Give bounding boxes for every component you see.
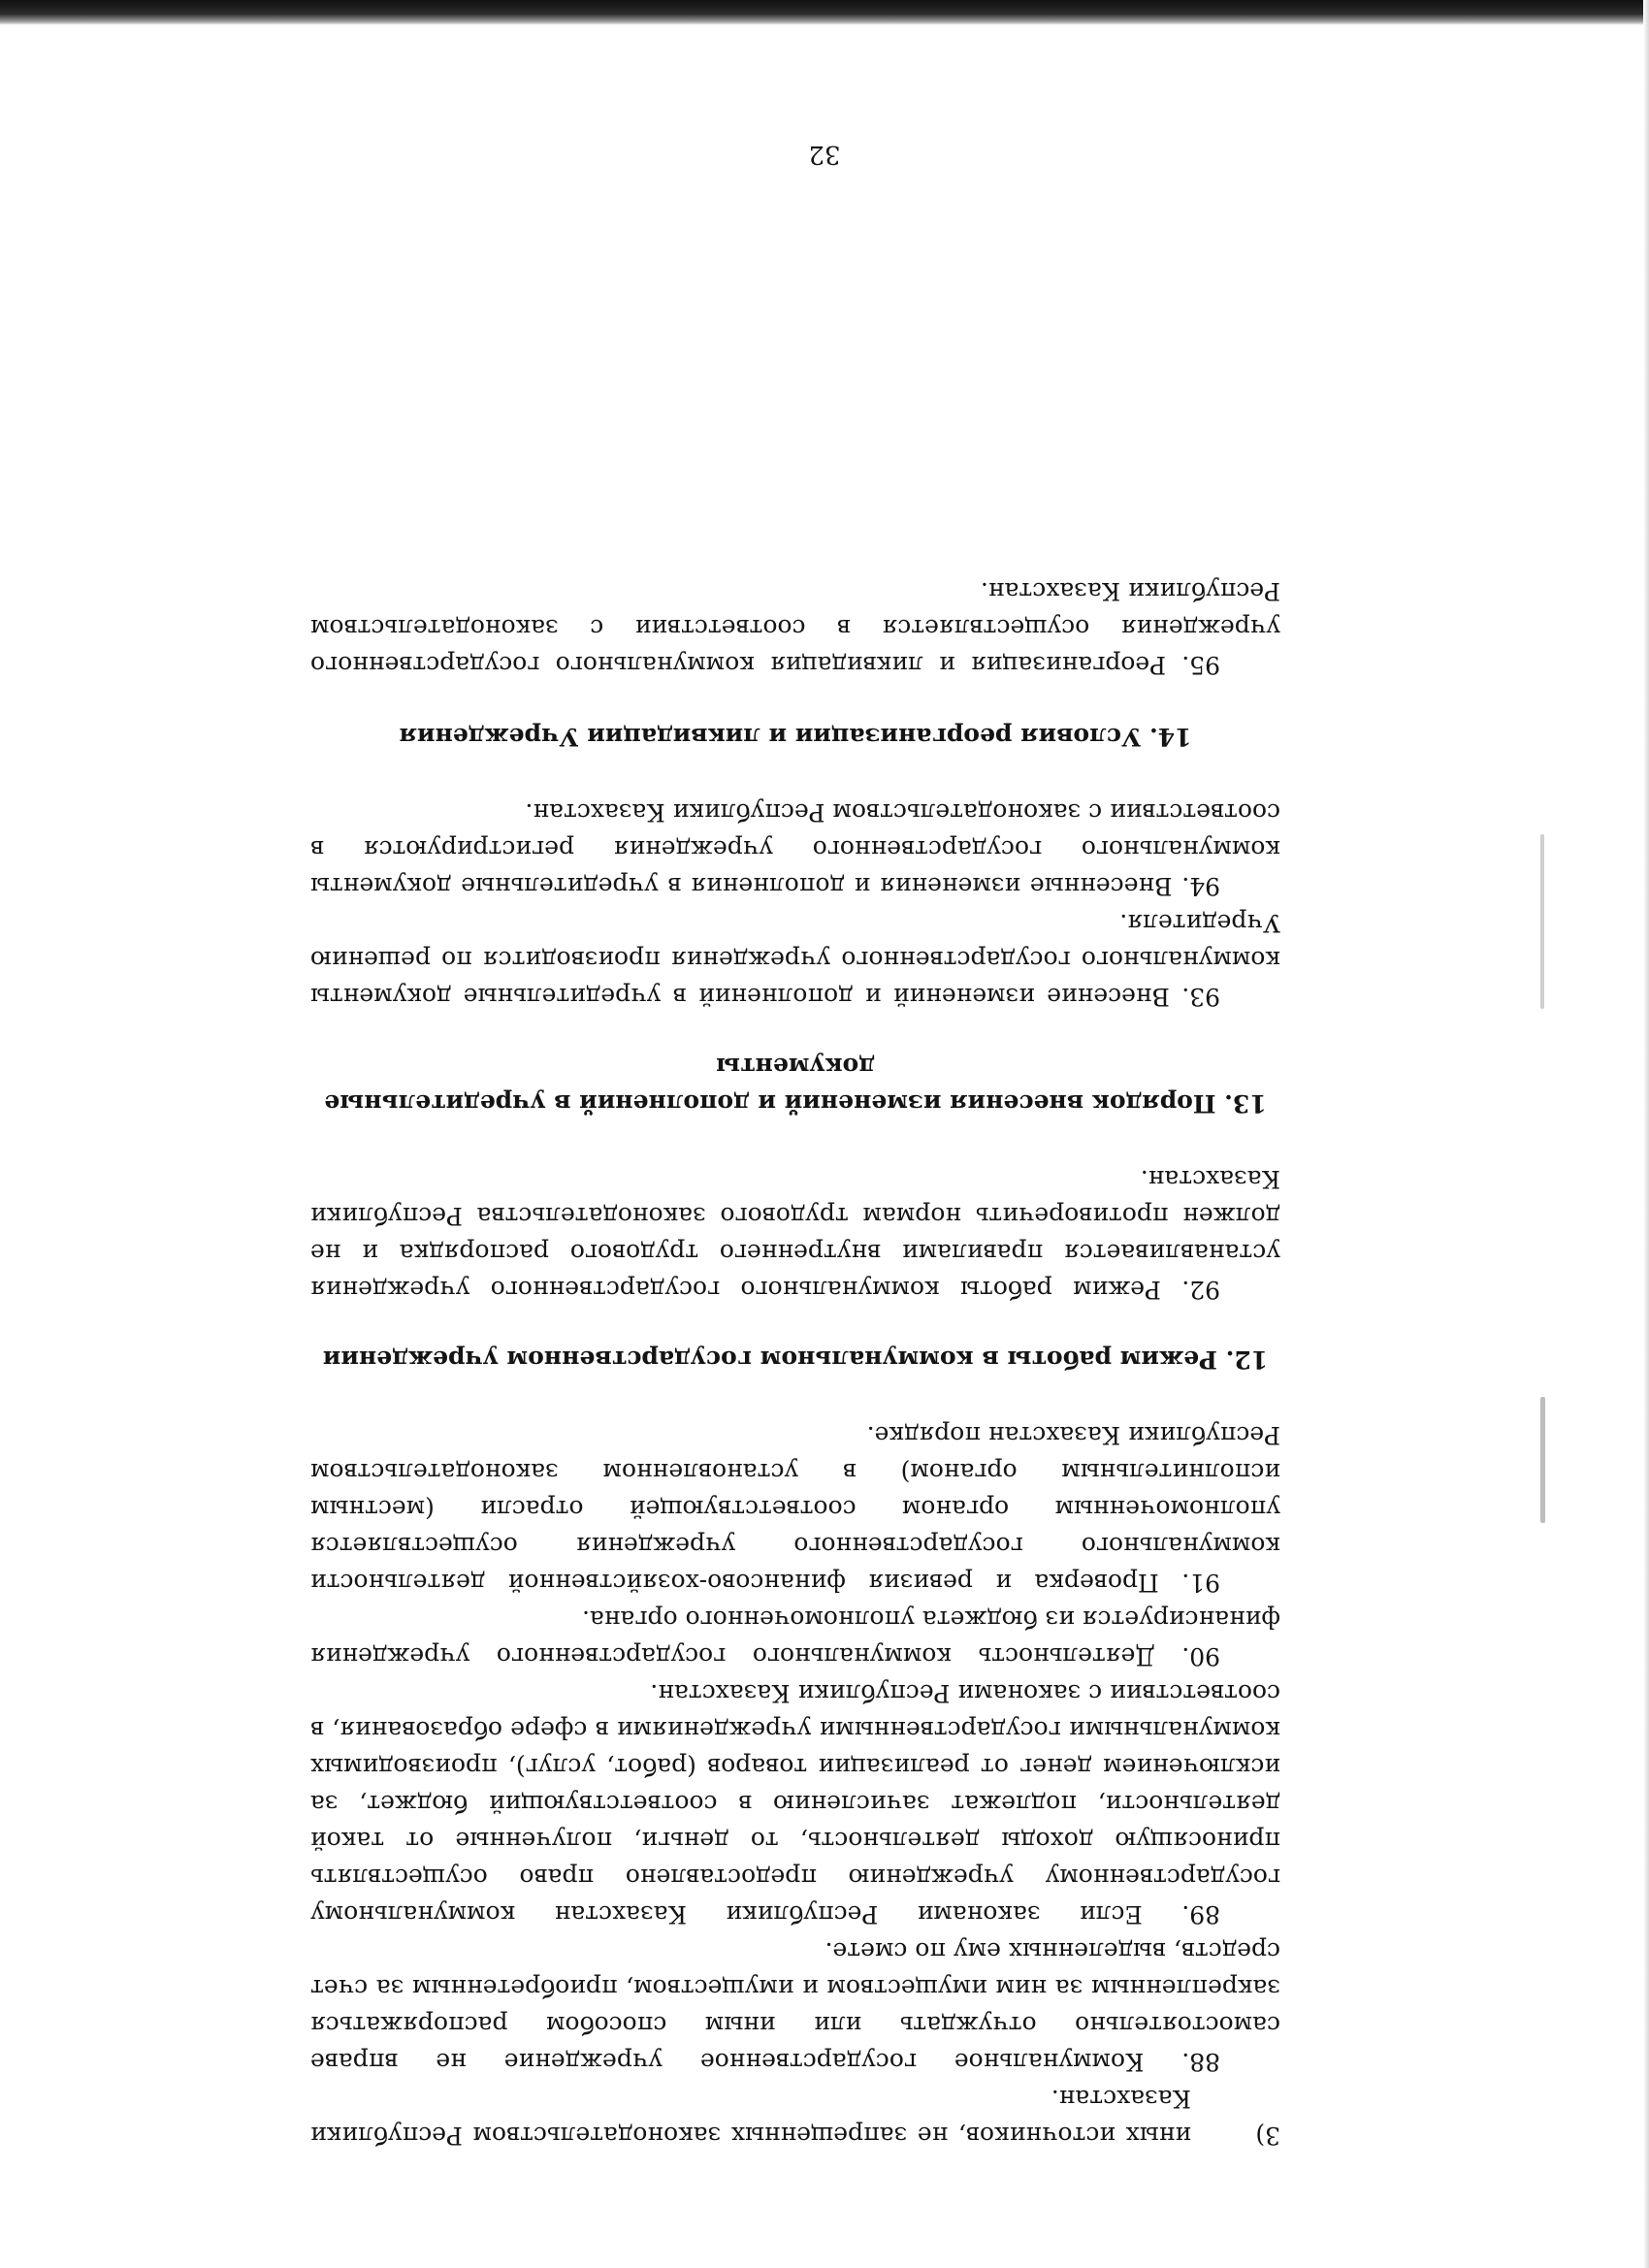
paragraph-93: 93. Внесение изменений и дополнений в учредительные документы коммунального государственного учреждения производится по решению Учредителя. (310, 909, 1280, 1011)
section-12-heading: 12. Режим работы в коммунальном государственном учреждении (322, 1345, 1269, 1374)
paragraph-90: 90. Деятельность коммунального государственного учреждения финансируется из бюджета уполномоченного органа. (310, 1605, 1280, 1670)
page-content (310, 572, 1280, 2154)
list-item-text: иных источников, не запрещенных законодательством Республики Казахстан. (310, 2085, 1191, 2150)
paragraph-88: 88. Коммунальное государственное учреждение не вправе самостоятельно отчуждать или иным способом распоряжаться закрепленным за ним имуществом и имуществом, приобретенным за счет средств, выделенных ему по смете. (310, 1937, 1280, 2076)
list-item-3 (310, 2080, 1280, 2154)
section-13-heading: 13. Порядок внесения изменений и дополнений в учредительные документы (324, 1053, 1267, 1118)
paragraph-94: 94. Внесенные изменения и дополнения в учредительные документы коммунального государственного учреждения регистрируются в соответствии с законодательством Республики Казахстан. (310, 798, 1280, 900)
paragraph-95: 95. Реорганизация и ликвидация коммунального государственного учреждения осуществляется в соответствии с законодательством Республики Казахстан. (310, 577, 1280, 679)
section-14-heading: 14. Условия реорганизации и ликвидации Учреждения (399, 723, 1192, 751)
paragraph-89: 89. Если законами Республики Казахстан коммунальному государственному учреждению предоставлено право осуществлять приносящую доходы деятельность, то деньги, полученные от такой деятельности, подлежат зачислению в соответствующий бюджет, за исключением денег от реализации товаров (работ, услуг), производимых коммунальными государственными учреждениями в сфере образования, в соответствии с законами Республики Казахстан. (310, 1679, 1280, 1928)
list-item-number: 3) (1255, 2122, 1280, 2150)
paragraph-91: 91. Проверка и ревизия финансово-хозяйственной деятельности коммунального государственного учреждения осуществляется уполномоченным органом соответствующей отрасли (местным исполнительным органом) в установленном законодательством Республики Казахстан порядке. (310, 1421, 1280, 1597)
paragraph-92: 92. Режим работы коммунального государственного учреждения устанавливается правилами внутреннего трудового распорядка и не должен противоречить нормам трудового законодательства Республики Казахстан. (310, 1165, 1280, 1304)
page-number: 32 (808, 140, 841, 169)
